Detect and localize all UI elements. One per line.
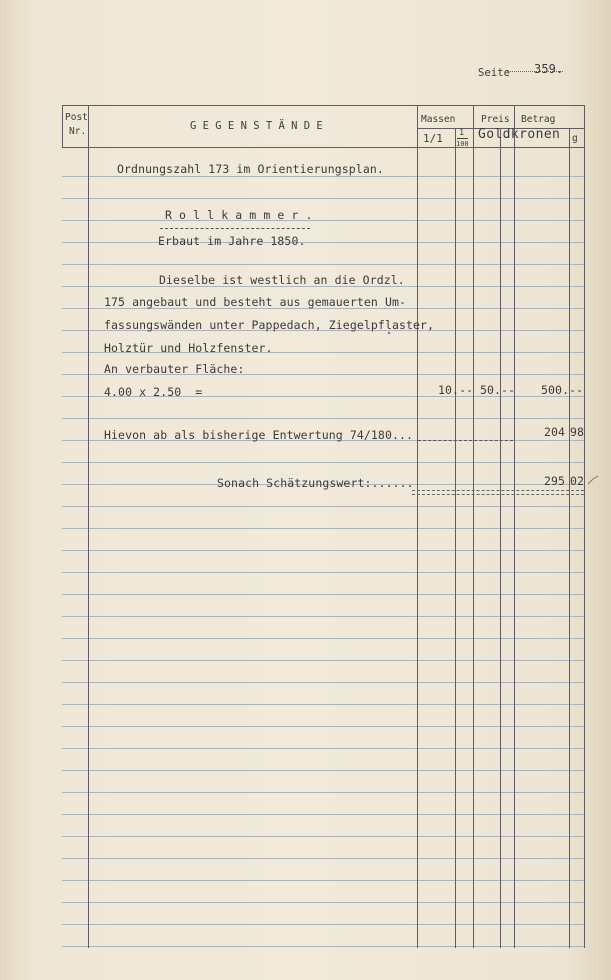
header-nr: Nr. — [69, 126, 87, 137]
column-post-divider — [88, 105, 89, 948]
ruled-line — [62, 902, 584, 903]
ruled-line — [62, 770, 584, 771]
entry-title: R o l l k a m m e r . — [165, 208, 313, 222]
ruled-line — [62, 220, 584, 221]
ruled-line — [62, 836, 584, 837]
ruled-line — [62, 528, 584, 529]
ruled-line — [62, 726, 584, 727]
column-massen-divider — [473, 105, 474, 948]
ruled-line — [62, 704, 584, 705]
column-betrag-kr — [569, 128, 570, 948]
ruled-line — [62, 264, 584, 265]
ruled-line — [62, 858, 584, 859]
page-number: 359. — [534, 62, 564, 76]
ruled-line — [62, 462, 584, 463]
entry-ordnungszahl: Ordnungszahl 173 im Orientierungsplan. — [117, 162, 384, 176]
table-top-border — [62, 105, 584, 106]
entry-deduct-amount: 204 — [544, 425, 566, 439]
pencil-mark-icon — [386, 330, 392, 336]
entry-total-amount: 295 — [544, 474, 566, 488]
ruled-line — [62, 572, 584, 573]
ruled-line — [62, 176, 584, 177]
ruled-line — [62, 638, 584, 639]
entry-desc-1: Dieselbe ist westlich an die Ordzl. — [159, 273, 405, 287]
entry-desc-3: fassungswänden unter Pappedach, Ziegelpflaster, — [104, 318, 435, 332]
ruled-line — [62, 660, 584, 661]
ruled-line — [62, 682, 584, 683]
ruled-line — [62, 946, 584, 947]
ruled-line — [62, 616, 584, 617]
entry-desc-4: Holztür und Holzfenster. — [104, 341, 273, 355]
entry-desc-2: 175 angebaut und besteht aus gemauerten Um- — [104, 295, 407, 309]
header-bottom-border — [62, 147, 584, 148]
ruled-line — [62, 748, 584, 749]
total-double-underline — [412, 490, 584, 495]
header-post: Post — [65, 112, 88, 123]
entry-built: Erbaut im Jahre 1850. — [158, 234, 306, 248]
entry-area-price: 50.-- — [480, 383, 516, 397]
page-label: Seite — [478, 67, 511, 79]
ruled-line — [62, 792, 584, 793]
column-preis-kr — [500, 128, 501, 948]
deduct-underline — [418, 440, 513, 441]
column-gegenstaende-divider — [417, 105, 418, 948]
ruled-line — [62, 594, 584, 595]
entry-total-amount-fraction: 02 — [570, 474, 585, 488]
column-preis-divider — [514, 105, 515, 948]
header-massen-whole: 1/1 — [423, 132, 443, 145]
header-g: g — [572, 133, 578, 144]
check-mark-icon — [587, 475, 599, 487]
entry-total-label: Sonach Schätzungswert:...... — [217, 476, 414, 490]
entry-area-label: An verbauter Fläche: — [104, 362, 245, 376]
ruled-line — [62, 880, 584, 881]
entry-area-qty: 10.-- — [438, 383, 474, 397]
header-massen-fraction-num: 1 — [459, 128, 465, 138]
header-goldkronen: Goldkronen — [478, 127, 561, 142]
header-gegenstaende: G E G E N S T Ä N D E — [190, 120, 323, 132]
header-massen-fraction-den: 100 — [456, 140, 469, 148]
title-underline — [160, 228, 310, 229]
ruled-line — [62, 924, 584, 925]
column-left-border — [62, 105, 63, 147]
column-massen-1-1 — [455, 128, 456, 948]
ruled-line — [62, 418, 584, 419]
entry-area-calc: 4.00 x 2.50 = — [104, 385, 203, 399]
ruled-line — [62, 550, 584, 551]
ruled-line — [62, 242, 584, 243]
ruled-line — [62, 198, 584, 199]
ruled-line — [62, 814, 584, 815]
header-betrag: Betrag — [521, 114, 556, 125]
column-right-border — [584, 105, 585, 948]
header-preis: Preis — [481, 114, 510, 125]
entry-deduct-amount-fraction: 98 — [570, 425, 585, 439]
entry-deduct-label: Hievon ab als bisherige Entwertung 74/180... — [104, 428, 414, 442]
header-massen: Massen — [421, 114, 456, 125]
ruled-line — [62, 506, 584, 507]
entry-area-amount: 500.-- — [541, 383, 584, 397]
